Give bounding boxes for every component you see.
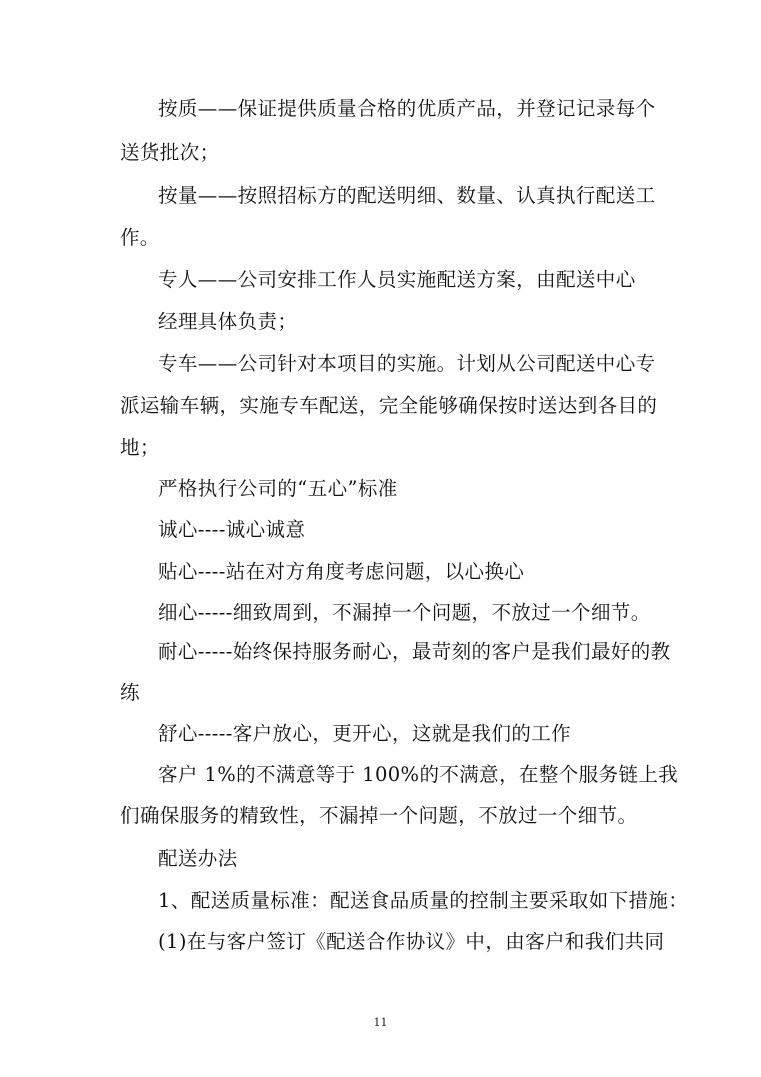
text-line: 送货批次； [120,141,220,164]
text-line: 经理具体负责； [158,310,298,333]
page-number: 11 [373,1016,388,1029]
text-line: 客户 1%的不满意等于 100%的不满意，在整个服务链上我 [158,763,679,786]
text-line: 按质——保证提供质量合格的优质产品，并登记记录每个 [158,97,656,120]
text-line: 地； [120,436,160,459]
text-line: 严格执行公司的“五心”标准 [158,477,398,500]
text-line: 贴心----站在对方角度考虑问题，以心换心 [158,560,525,583]
text-line: 配送办法 [158,847,238,870]
text-line: 耐心-----始终保持服务耐心，最苛刻的客户是我们最好的教 [158,640,671,663]
text-line: 练 [120,681,140,704]
text-line: 专人——公司安排工作人员实施配送方案，由配送中心 [158,268,636,291]
text-line: 按量——按照招标方的配送明细、数量、认真执行配送工 [158,184,656,207]
text-line: 诚心----诚心诚意 [158,518,306,541]
text-line: 作。 [120,226,160,249]
text-line: (1)在与客户签订《配送合作协议》中，由客户和我们共同 [158,930,665,953]
text-line: 舒心-----客户放心，更开心，这就是我们的工作 [158,722,572,745]
text-line: 派运输车辆，实施专车配送，完全能够确保按时送达到各目的 [120,394,658,417]
text-line: 1、配送质量标准：配送食品质量的控制主要采取如下措施： [158,889,689,912]
text-line: 专车——公司针对本项目的实施。计划从公司配送中心专 [158,352,656,375]
text-line: 细心-----细致周到，不漏掉一个问题，不放过一个细节。 [158,601,651,624]
text-line: 们确保服务的精致性，不漏掉一个问题，不放过一个细节。 [120,804,638,827]
